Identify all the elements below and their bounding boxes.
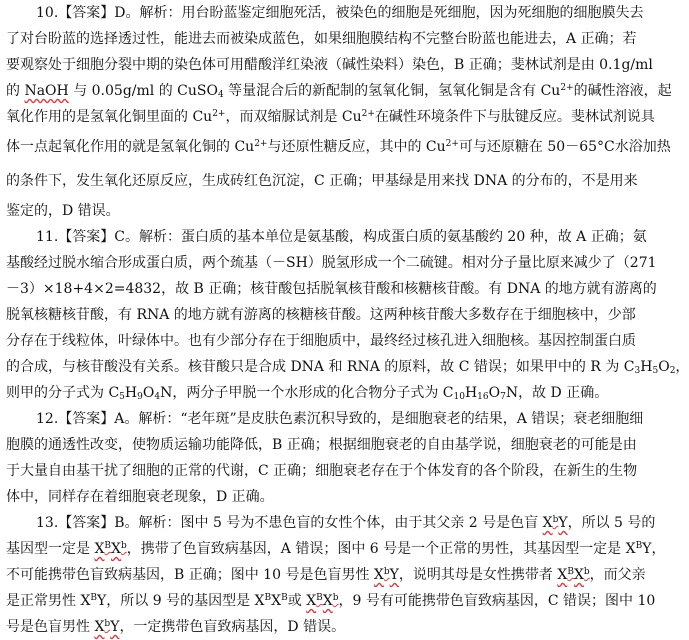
superscript: b bbox=[332, 593, 339, 603]
superscript: 2+ bbox=[254, 139, 268, 149]
text-segment: 在碱性环境条件下与肽键反应。斐林试剂说具 bbox=[374, 109, 655, 125]
text-segment: 体一点起氧化作用的就是氢氧化铜的 Cu bbox=[6, 139, 255, 155]
text-segment: 13.【答案】B。解析：图中 5 号为不患色盲的女性个体，由于其父亲 2 号是色盲 bbox=[36, 515, 543, 531]
subscript: 4 bbox=[217, 90, 224, 100]
text-segment: Y， bbox=[642, 541, 666, 557]
text-segment: X bbox=[373, 567, 384, 583]
text-line bbox=[6, 510, 656, 536]
superscript: 2+ bbox=[445, 139, 459, 149]
text-segment: Y bbox=[110, 619, 120, 635]
text-line bbox=[6, 432, 637, 458]
text-segment: 分存在于线粒体，叶绿体中。也有少部分存在于细胞质中，最终经过核孔进入细胞核。基因控制蛋白质 bbox=[6, 333, 636, 349]
answer-paragraph-q11 bbox=[6, 224, 689, 406]
text-line bbox=[6, 26, 637, 52]
superscript: b bbox=[552, 515, 559, 525]
text-segment: Y，所以 9 号的基因型是 X bbox=[97, 593, 265, 609]
text-segment: 号是色盲男性 bbox=[6, 619, 95, 635]
text-segment: －3）×18+4×2=4832，故 B 正确；核苷酸包括脱氧核苷酸和核糖核苷酸。有 DNA 的地方就有游离的 bbox=[6, 281, 657, 297]
text-segment: ，说明其母是女性携带者 bbox=[398, 567, 558, 583]
text-line bbox=[6, 328, 636, 354]
text-segment: ，9 号有可能携带色盲致病基因，C 错误；图中 10 bbox=[338, 593, 656, 609]
text-segment: NaOH bbox=[24, 83, 69, 99]
text-segment: O bbox=[488, 385, 501, 401]
text-segment: X bbox=[542, 515, 553, 531]
subscript: 10 bbox=[453, 392, 465, 402]
text-line bbox=[6, 276, 657, 302]
text-segment: ，所以 5 号的 bbox=[567, 515, 656, 531]
text-line bbox=[6, 104, 655, 130]
text-segment: 10.【答案】D。解析：用台盼蓝鉴定细胞死活，被染色的细胞是死细胞，因为死细胞的细胞膜失去 bbox=[36, 5, 644, 21]
text-segment: 或 bbox=[287, 593, 307, 609]
superscript: 2+ bbox=[361, 109, 375, 119]
text-segment: 要观察处于细胞分裂中期的染色体可用醋酸洋红染液（碱性染料）染色，B 正确；斐林试剂是由 0.1g/ml bbox=[6, 57, 653, 73]
subscript: 2 bbox=[669, 366, 676, 376]
text-segment: 胞膜的通透性改变，使物质运输功能降低，B 正确；根据细胞衰老的自由基学说，细胞衰老的可能是由 bbox=[6, 437, 637, 453]
text-segment: 脱氧核糖核苷酸，有 RNA 的地方就有游离的核糖核苷酸。这两种核苷酸大多数存在于细胞核中，少部 bbox=[6, 307, 636, 323]
superscript: B bbox=[264, 593, 272, 603]
text-segment: N，故 D 正确。 bbox=[505, 385, 609, 401]
superscript: B bbox=[104, 541, 112, 551]
text-line bbox=[6, 198, 633, 224]
text-segment: 的合成，与核苷酸没有关系。核苷酸只是合成 DNA 和 RNA 的原料，故 C 错误；如果甲中的 R 为 C bbox=[6, 359, 635, 375]
answer-paragraph-q13 bbox=[6, 510, 666, 640]
text-segment: H bbox=[124, 385, 138, 401]
subscript: 9 bbox=[137, 392, 143, 402]
superscript: B bbox=[567, 567, 574, 577]
text-line bbox=[6, 380, 633, 406]
superscript: 2+ bbox=[560, 83, 574, 93]
text-line bbox=[6, 406, 644, 432]
superscript: B bbox=[281, 593, 288, 603]
subscript: 16 bbox=[477, 392, 489, 402]
text-line bbox=[6, 614, 633, 640]
text-segment: H bbox=[464, 385, 478, 401]
text-segment: 与 0.05g/ml 的 CuSO bbox=[68, 83, 218, 99]
text-segment: 的条件下，发生氧化还原反应，生成砖红色沉淀，C 正确；甲基绿是用来找 DNA 的分布的，不是用来 bbox=[6, 173, 638, 189]
text-segment: 氧化作用的是氢氧化铜里面的 Cu bbox=[6, 109, 213, 125]
text-line bbox=[6, 484, 633, 510]
text-segment: X bbox=[94, 619, 105, 635]
superscript: b bbox=[121, 541, 127, 551]
text-segment: 是正常男性 X bbox=[6, 593, 91, 609]
text-line bbox=[6, 224, 647, 250]
text-line bbox=[6, 354, 689, 380]
text-segment: 不可能携带色盲致病基因，B 正确；图中 10 号是色盲男性 bbox=[6, 567, 374, 583]
text-segment: 等量混合后的新配制的氢氧化铜，氢氧化铜是含有 Cu bbox=[223, 83, 561, 99]
text-segment: 12.【答案】A。解析：“老年斑”是皮肤色素沉积导致的，是细胞衰老的结果，A 错误；衰老细胞细 bbox=[36, 411, 644, 427]
text-line bbox=[6, 78, 672, 104]
text-segment: X bbox=[306, 593, 317, 609]
text-segment: 的 bbox=[6, 83, 25, 99]
text-segment: X bbox=[271, 593, 282, 609]
superscript: b bbox=[383, 567, 390, 577]
text-segment: 则甲的分子式为 C bbox=[6, 385, 120, 401]
text-segment: ，而双缩脲试剂是 Cu bbox=[225, 109, 362, 125]
text-line bbox=[6, 536, 666, 562]
text-segment: N，两分子甲脱一个水形成的化合物分子式为 C bbox=[160, 385, 454, 401]
text-segment: 鉴定的，D 错误。 bbox=[6, 203, 120, 219]
text-segment: 与还原性糖反应，其中的 Cu bbox=[267, 139, 446, 155]
superscript: B bbox=[90, 593, 98, 603]
text-line bbox=[6, 52, 653, 78]
text-segment: 的碱性溶液，起 bbox=[573, 83, 672, 99]
text-segment: ，一定携带色盲致病基因，D 错误。 bbox=[119, 619, 346, 635]
text-segment: 基酸经过脱水缩合形成蛋白质，两个巯基（－SH）脱氢形成一个二硫键。相对分子量比原来减少了（271 bbox=[6, 255, 657, 271]
superscript: 2+ bbox=[212, 109, 226, 119]
text-segment: 体中，同样存在着细胞衰老现象，D 正确。 bbox=[6, 489, 274, 505]
answer-paragraph-q12 bbox=[6, 406, 644, 510]
superscript: b bbox=[104, 619, 111, 629]
text-line bbox=[6, 250, 657, 276]
superscript: B bbox=[316, 593, 323, 603]
subscript: 5 bbox=[119, 392, 125, 402]
answer-paragraph-q10 bbox=[6, 0, 672, 224]
text-line bbox=[6, 302, 636, 328]
text-segment: X bbox=[111, 541, 122, 557]
text-segment: 了对台盼蓝的选择透过性，能进去而被染成蓝色，如果细胞膜结构不完整台盼蓝也能进去，A 正确；若 bbox=[6, 31, 637, 47]
text-segment: ，而父亲 bbox=[589, 567, 646, 583]
text-segment: ，携带了色盲致病基因，A 错误；图中 6 号是一个正常的男性，其基因型一定是 X bbox=[126, 541, 636, 557]
text-segment: 可与还原糖在 50－65°C水浴加热 bbox=[458, 139, 671, 155]
text-segment: H bbox=[640, 359, 653, 375]
text-segment: ， bbox=[675, 359, 689, 375]
text-segment: X bbox=[94, 541, 105, 557]
subscript: 3 bbox=[634, 366, 641, 376]
text-segment: Y bbox=[389, 567, 399, 583]
text-line bbox=[6, 562, 646, 588]
text-line bbox=[6, 130, 671, 164]
subscript: 4 bbox=[154, 392, 161, 402]
text-line bbox=[6, 164, 638, 198]
text-segment: O bbox=[658, 359, 670, 375]
text-segment: 于大量自由基干扰了细胞的正常的代谢，C 正确；细胞衰老存在于个体发育的各个阶段，在新生的生物 bbox=[6, 463, 638, 479]
subscript: 7 bbox=[500, 392, 506, 402]
text-segment: X bbox=[573, 567, 584, 583]
subscript: 5 bbox=[652, 366, 659, 376]
text-line bbox=[6, 588, 656, 614]
text-segment: X bbox=[557, 567, 568, 583]
text-segment: X bbox=[322, 593, 333, 609]
superscript: b bbox=[583, 567, 590, 577]
text-line bbox=[6, 458, 638, 484]
text-segment: 11.【答案】C。解析：蛋白质的基本单位是氨基酸，构成蛋白质的氨基酸约 20 种，故 A 正确；氨 bbox=[36, 229, 647, 245]
text-line bbox=[6, 0, 644, 26]
text-segment: 基因型一定是 bbox=[6, 541, 95, 557]
text-segment: Y bbox=[558, 515, 568, 531]
text-segment: O bbox=[142, 385, 155, 401]
superscript: B bbox=[635, 541, 643, 551]
